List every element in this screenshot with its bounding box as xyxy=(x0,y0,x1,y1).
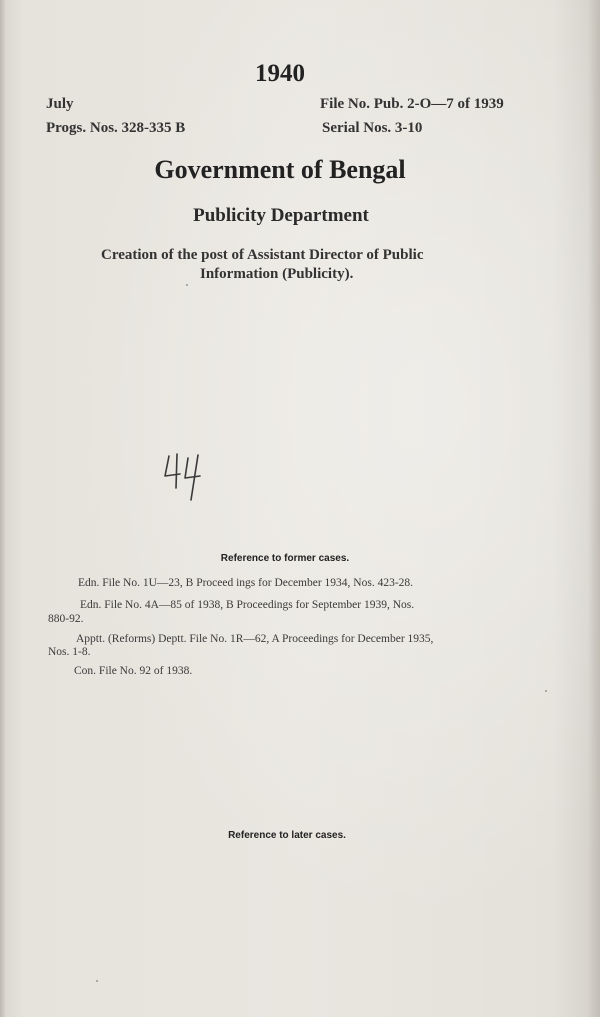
handwritten-number-text: 44 xyxy=(160,440,161,441)
page-edge-shadow-left xyxy=(0,0,6,1017)
former-case-ref-3-line-1: Apptt. (Reforms) Deptt. File No. 1R—62, A Proceedings for December 1935, xyxy=(76,633,434,645)
document-year: 1940 xyxy=(255,60,305,87)
former-case-ref-2-line-1: Edn. File No. 4A—85 of 1938, B Proceedings for September 1939, Nos. xyxy=(80,599,415,611)
later-cases-heading: Reference to later cases. xyxy=(228,830,346,841)
former-case-ref-4: Con. File No. 92 of 1938. xyxy=(74,665,193,677)
file-number: File No. Pub. 2-O—7 of 1939 xyxy=(320,96,504,112)
former-case-ref-1: Edn. File No. 1U—23, B Proceed ings for December 1934, Nos. 423-28. xyxy=(78,577,414,589)
proceedings-numbers: Progs. Nos. 328-335 B xyxy=(46,120,186,136)
former-case-ref-2-line-2: 880-92. xyxy=(48,613,84,625)
subject-line-1: Creation of the post of Assistant Director of Public xyxy=(101,247,424,263)
document-month: July xyxy=(46,96,74,112)
page-edge-shadow-right xyxy=(588,0,600,1017)
former-cases-heading: Reference to former cases. xyxy=(220,553,350,564)
government-title: Government of Bengal xyxy=(154,155,406,184)
department-title: Publicity Department xyxy=(193,205,369,226)
paper-speck xyxy=(96,980,98,982)
subject-line-2: Information (Publicity). xyxy=(200,266,354,282)
paper-speck xyxy=(186,284,188,286)
handwritten-number xyxy=(160,440,210,510)
paper-speck xyxy=(545,690,547,692)
serial-numbers: Serial Nos. 3-10 xyxy=(322,120,423,136)
former-case-ref-3-line-2: Nos. 1-8. xyxy=(48,646,91,658)
